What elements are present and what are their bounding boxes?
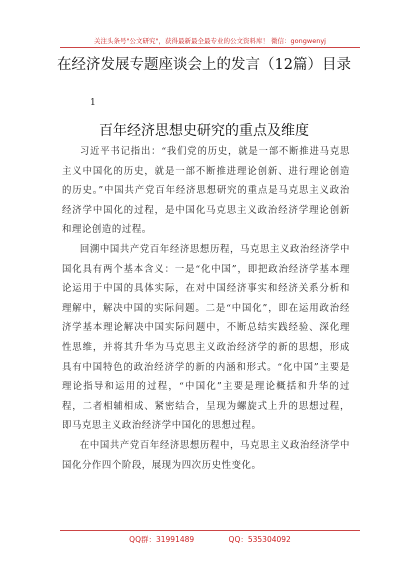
paragraph: 回溯中国共产党百年经济思想历程，马克思主义政治经济学中国化具有两个基本含义：一是“化中国”，即把政治经济学基本理论运用于中国的具体实际，在对中国经济事实和经济关系分析和理解中，解决中国的实际问题。二是“中国化”，即在运用政治经济学基本理论解决中国实际问题中，不断总结实践经验、深化理性思维，并将其升华为马克思主义政治经济学的新的思想，形成具有中国特色的政治经济学的新的内涵和形式。“化中国”主要是理论指导和运用的过程，“中国化”主要是理论概括和升华的过程，二者相辅相成、紧密结合，呈现为螺旋式上升的思想过程，即马克思主义政治经济学中国化的思想过程。 <box>62 243 350 432</box>
section-heading: 百年经济思想史研究的重点及维度 <box>99 123 309 139</box>
document-title: 在经济发展专题座谈会上的发言（12篇）目录 <box>57 57 351 73</box>
footer-qq: QQ：535304092 <box>228 535 291 544</box>
paragraph: 习近平书记指出：“我们党的历史，就是一部不断推进马克思主义中国化的历史，就是一部不断推进理论创新、进行理论创造的历史。”中国共产党百年经济思想研究的重点是马克思主义政治经济学中国化的过程，是中国化马克思主义政治经济学理论创新和理论创造的过程。 <box>62 146 350 236</box>
body-text <box>62 142 350 475</box>
page-marker: 1 <box>90 98 96 108</box>
paragraph: 在中国共产党百年经济思想历程中，马克思主义政治经济学中国化分作四个阶段，展现为四次历史性变化。 <box>62 439 350 471</box>
header-banner: 关注头条号"公文研究"，获得最新最全最专业的公文资料库！ 微信：gongwenyj <box>60 36 360 48</box>
footer-qq-group: QQ群：31991489 <box>129 535 195 544</box>
footer <box>60 530 360 545</box>
